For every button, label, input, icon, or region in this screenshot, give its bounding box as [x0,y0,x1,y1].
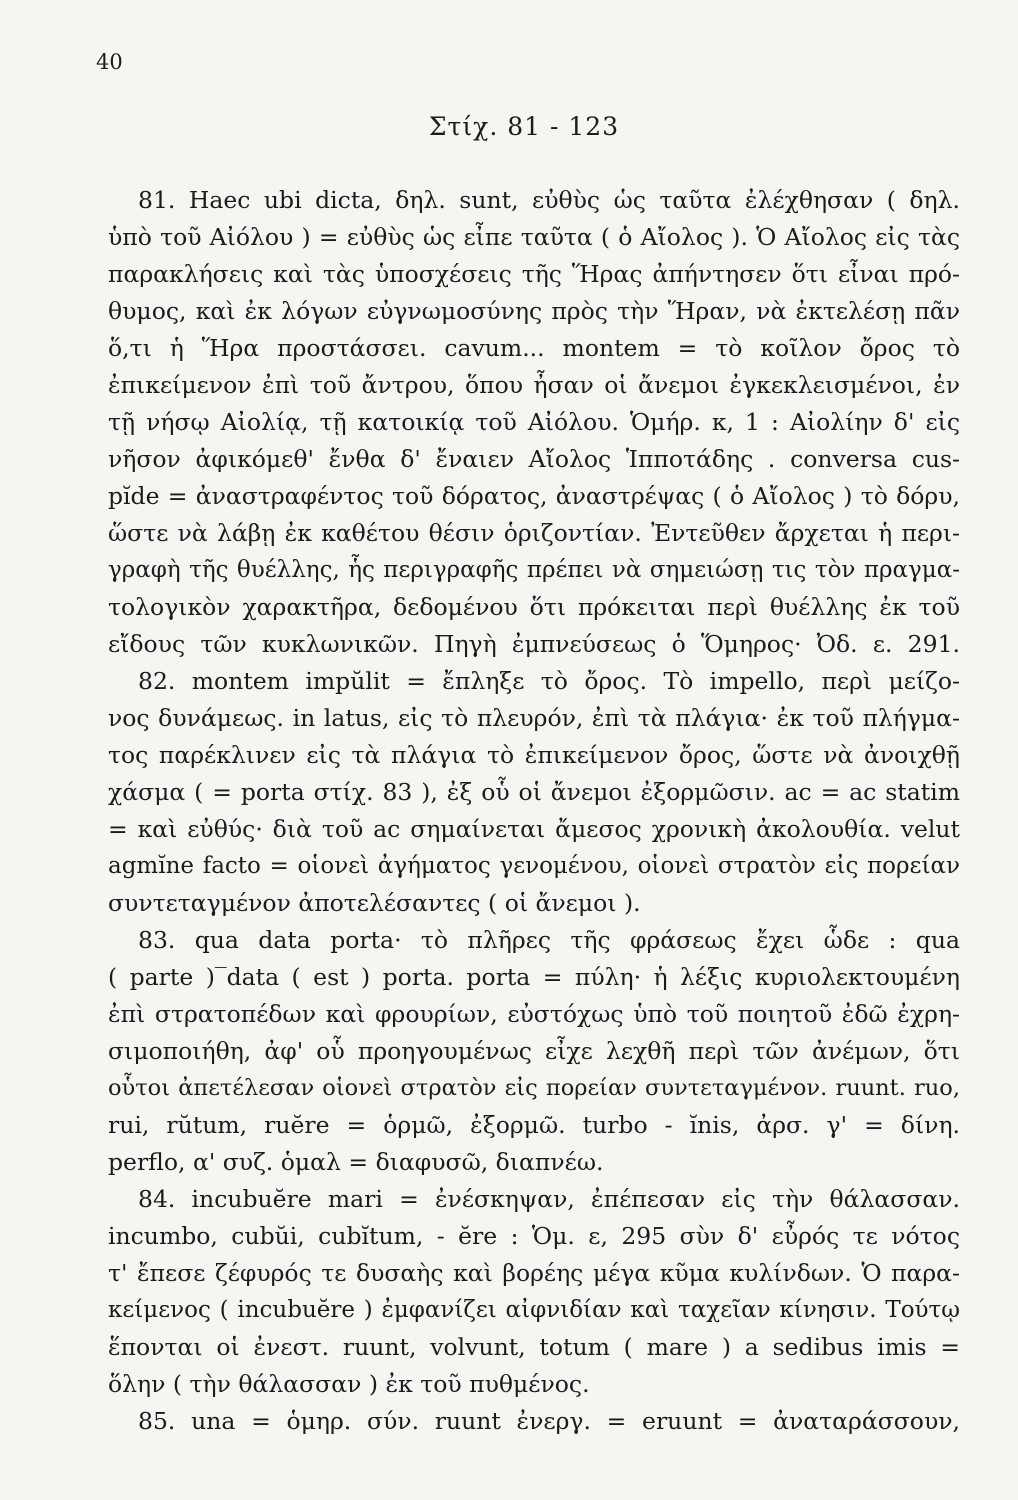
text-line: νος δυνάμεως. in latus, εἰς τὸ πλευρόν, ἐπὶ τὰ πλάγια· ἐκ τοῦ πλήγμα- [108,704,960,732]
text-line: τολογικὸν χαρακτῆρα, δεδομένου ὅτι πρόκειται περὶ θυέλλης ἐκ τοῦ [108,593,960,621]
text-line: 85. una = ὁμηρ. σύν. ruunt ἐνεργ. = eruunt = ἀναταράσσουν, [138,1407,960,1435]
text-line: rui, rŭtum, ruĕre = ὁρμῶ, ἐξορμῶ. turbo - ĭnis, ἀρσ. γ' = δίνη. [108,1111,960,1139]
page-number: 40 [96,50,123,74]
text-line: οὗτοι ἀπετέλεσαν οἱονεὶ στρατὸν εἰς πορείαν συντεταγμένον. ruunt. ruo, [108,1075,960,1101]
text-line: ἐπὶ στρατοπέδων καὶ φρουρίων, εὐστόχως ὑπὸ τοῦ ποιητοῦ ἐδῶ ἐχρη- [108,1000,960,1028]
page-heading: Στίχ. 81 - 123 [428,112,620,141]
text-line: νῆσον ἀφικόμεθ' ἔνθα δ' ἔναιεν Αἴολος Ἱπποτάδης . conversa cus- [108,445,960,473]
text-line: σιμοποιήθη, ἀφ' οὗ προηγουμένως εἶχε λεχθῆ περὶ τῶν ἀνέμων, ὅτι [108,1037,960,1065]
text-line: ὑπὸ τοῦ Αἰόλου ) = εὐθὺς ὡς εἶπε ταῦτα ( ὁ Αἴολος ). Ὁ Αἴολος εἰς τὰς [108,223,960,251]
text-line: 83. qua data porta· τὸ πλῆρες τῆς φράσεως ἔχει ὧδε : qua [138,926,960,954]
text-line: 84. incubuĕre mari = ἐνέσκηψαν, ἐπέπεσαν εἰς τὴν θάλασσαν. [138,1185,960,1213]
text-line: 81. Haec ubi dicta, δηλ. sunt, εὐθὺς ὡς ταῦτα ἐλέχθησαν ( δηλ. [138,186,960,214]
text-line: εἴδους τῶν κυκλωνικῶν. Πηγὴ ἐμπνεύσεως ὁ Ὅμηρος· Ὀδ. ε. 291. [108,630,960,658]
text-line: = καὶ εὐθύς· διὰ τοῦ ac σημαίνεται ἄμεσος χρονικὴ ἀκολουθία. velut [108,815,960,843]
text-line: ὅλην ( τὴν θάλασσαν ) ἐκ τοῦ πυθμένος. [108,1370,590,1398]
text-line: pĭde = ἀναστραφέντος τοῦ δόρατος, ἀναστρέψας ( ὁ Αἴολος ) τὸ δόρυ, [108,482,960,510]
text-line: θυμος, καὶ ἐκ λόγων εὐγνωμοσύνης πρὸς τὴν Ἥραν, νὰ ἐκτελέσῃ πᾶν [108,297,960,325]
text-line: γραφὴ τῆς θυέλλης, ἧς περιγραφῆς πρέπει νὰ σημειώσῃ τις τὸν πραγμα- [108,557,960,583]
text-line: ἕπονται οἱ ἐνεστ. ruunt, volvunt, totum ( mare ) a sedibus imis = [108,1333,960,1361]
text-line: perflo, α' συζ. ὁμαλ = διαφυσῶ, διαπνέω. [108,1148,604,1176]
text-line: τ' ἔπεσε ζέφυρός τε δυσαὴς καὶ βορέης μέγα κῦμα κυλίνδων. Ὁ παρα- [108,1259,960,1287]
text-line: incumbo, cubŭi, cubĭtum, - ĕre : Ὁμ. ε, 295 σὺν δ' εὖρός τε νότος [108,1222,960,1250]
text-line: παρακλήσεις καὶ τὰς ὑποσχέσεις τῆς Ἥρας ἀπήντησεν ὅτι εἶναι πρό- [108,260,960,288]
text-line: ( parte )‾data ( est ) porta. porta = πύλη· ἡ λέξις κυριολεκτουμένη [108,963,960,991]
text-line: συντεταγμένον ἀποτελέσαντες ( οἱ ἄνεμοι ). [108,889,641,917]
text-line: τος παρέκλινεν εἰς τὰ πλάγια τὸ ἐπικείμενον ὄρος, ὥστε νὰ ἀνοιχθῇ [108,741,960,769]
text-line: 82. montem impŭlit = ἔπληξε τὸ ὄρος. Τὸ impello, περὶ μείζο- [138,667,960,695]
text-line: χάσμα ( = porta στίχ. 83 ), ἐξ οὗ οἱ ἄνεμοι ἐξορμῶσιν. ac = ac statim [108,778,960,806]
text-line: τῇ νήσῳ Αἰολίᾳ, τῇ κατοικίᾳ τοῦ Αἰόλου. Ὁμήρ. κ, 1 : Αἰολίην δ' εἰς [108,408,960,436]
text-line: agmĭne facto = οἱονεὶ ἀγήματος γενομένου, οἱονεὶ στρατὸν εἰς πορείαν [108,853,960,879]
commentary-text [108,182,960,1440]
text-line: ὥστε νὰ λάβῃ ἐκ καθέτου θέσιν ὁριζοντίαν. Ἐντεῦθεν ἄρχεται ἡ περι- [108,519,960,547]
text-line: κείμενος ( incubuĕre ) ἐμφανίζει αἰφνιδίαν καὶ ταχεῖαν κίνησιν. Τούτῳ [108,1297,960,1323]
text-line: ὅ,τι ἡ Ἥρα προστάσσει. cavum... montem = τὸ κοῖλον ὄρος τὸ [108,334,960,362]
text-line: ἐπικείμενον ἐπὶ τοῦ ἄντρου, ὅπου ἦσαν οἱ ἄνεμοι ἐγκεκλεισμένοι, ἐν [108,371,960,399]
